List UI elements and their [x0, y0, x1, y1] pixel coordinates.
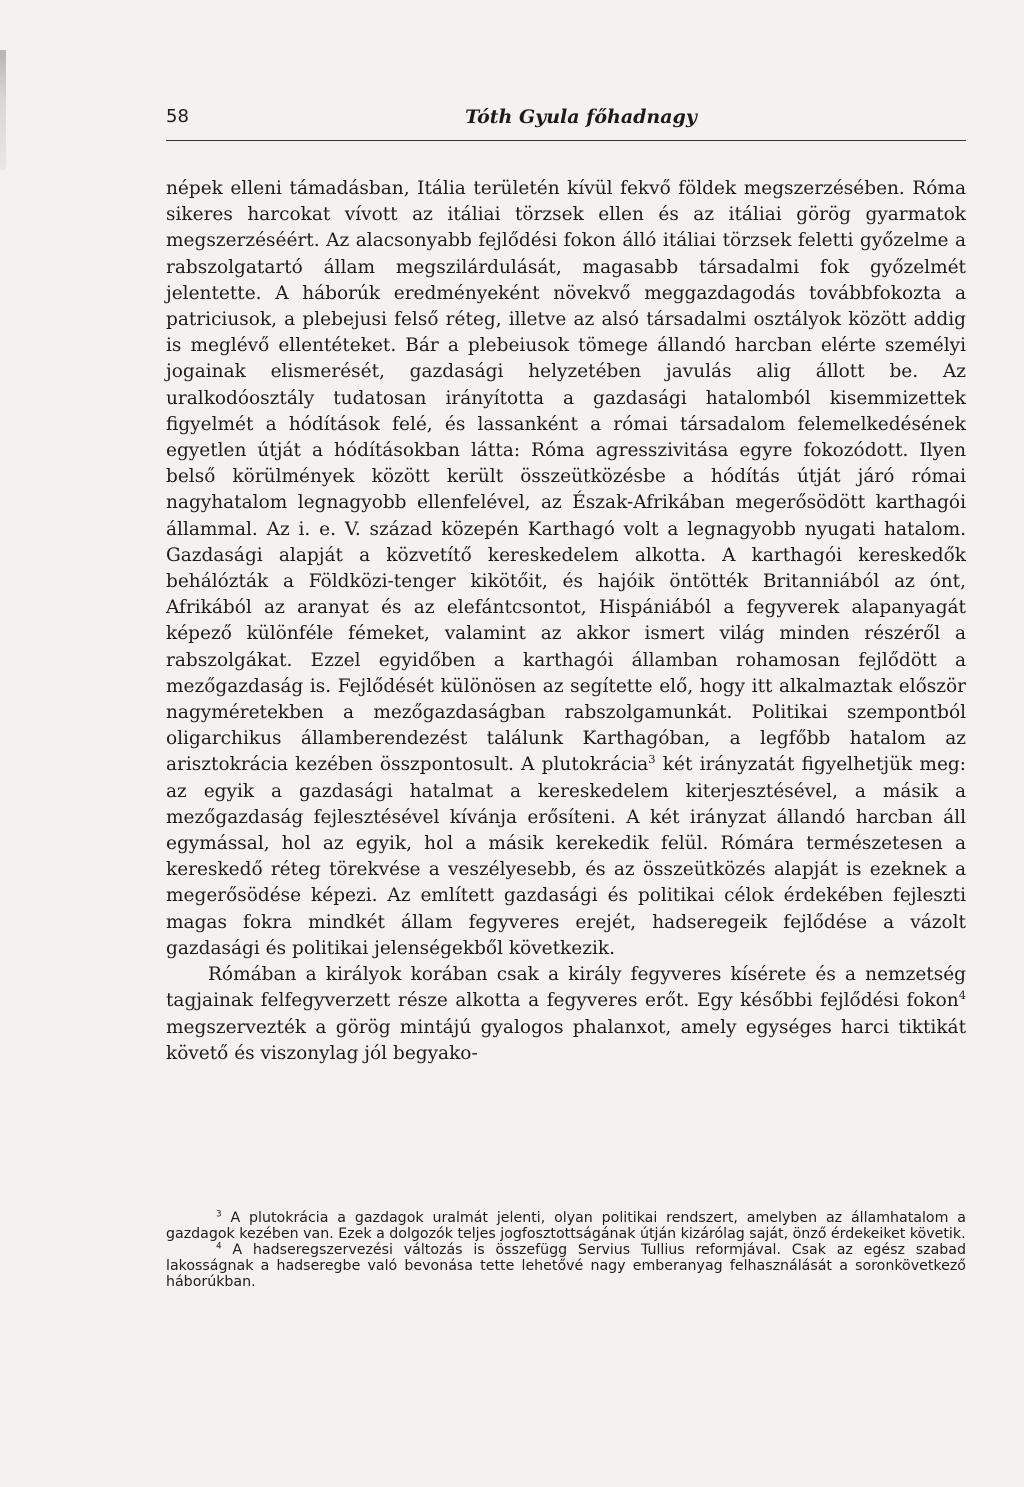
footnote-ref-4[interactable]: 4 — [958, 988, 966, 1003]
paragraph-1-continuation: két irányzatát figyelhetjük meg: az egyik a gazdasági hatalmat a kereskedelem kiterjesztésével, a másik a mezőgazdaság fejlesztésével kívánja erősíteni. A két irányzat állandó harcban áll egymással, hol az egyik, hol a másik kerekedik felül. Rómára természetesen a kereskedő réteg törekvése a veszélyesebb, és az összeütközés alapját is ezeknek a megerősödése képezi. Az említett gazdasági és politikai célok érdekében fejleszti magas fokra mindkét állam fegyveres erejét, hadseregeik fejlődése a vázolt gazdasági és politikai jelenségekből következik. — [166, 754, 966, 959]
footnote-3 — [166, 1210, 966, 1242]
paragraph-1-text: népek elleni támadásban, Itália területén kívül fekvő földek megszerzésében. Róma sikeres harcokat vívott az itáliai törzsek ellen és az itáliai görög gyarmatok megszerzéséért. Az alacsonyabb fejlődési fokon álló itáliai törzsek feletti győzelme a rabszolgatartó állam megszilárdulását, magasabb társadalmi fok győzelmét jelentette. A háborúk eredményeként növekvő meggazdagodás továbbfokozta a patriciusok, a plebejusi felső réteg, illetve az alsó társadalmi osztályok között addig is meglévő ellentéteket. Bár a plebeiusok tömege állandó harcban elérte személyi jogainak elismerését, gazdasági helyzetében javulás alig állott be. Az uralkodóosztály tudatosan irányította a gazdasági hatalomból kisemmizettek figyelmét a hódítások felé, és lassanként a római társadalom felemelkedésének egyetlen útját a hódításokban látta: Róma agresszivitása egyre fokozódott. Ilyen belső körülmények között került összeütközésbe a hódítás útját járó római nagyhatalom legnagyobb ellenfelével, az Észak-Afrikában megerősödött karthagói állammal. Az i. e. V. század közepén Karthagó volt a legnagyobb nyugati hatalom. Gazdasági alapját a közvetítő kereskedelem alkotta. A karthagói kereskedők behálózták a Földközi-tenger kikötőit, és hajóik öntötték Britanniából az ónt, Afrikából az aranyat és az elefántcsontot, Hispániából a fegyverek alapanyagát képező különféle fémeket, valamint az akkor ismert világ minden részéről a rabszolgákat. Ezzel egyidőben a karthagói államban rohamosan fejlődött a mezőgazdaság is. Fejlődését különösen az segítette elő, hogy itt alkalmaztak először nagyméretekben a mezőgazdaságban rabszolgamunkát. Politikai szempontból oligarchikus államberendezést találunk Karthagóban, a legfőbb hatalom az arisztokrácia kezében összpontosult. A plutokrácia — [166, 178, 966, 776]
footnote-4-text: A hadseregszervezési változás is összefügg Servius Tullius reformjával. Csak az egész szabad lakosságnak a hadseregbe való bevonása tette lehetővé nagy emberanyag felhasználását a soronkövetkező háborúkban. — [166, 1242, 966, 1290]
paragraph-2 — [166, 962, 966, 1067]
footnote-ref-3[interactable]: 3 — [648, 752, 656, 767]
page-header — [166, 106, 966, 141]
footnote-3-marker: 3 — [216, 1209, 222, 1220]
paragraph-1 — [166, 176, 966, 962]
running-title: Tóth Gyula főhadnagy — [465, 106, 697, 128]
main-text — [166, 176, 966, 1067]
footnote-3-text: A plutokrácia a gazdagok uralmát jelenti, olyan politikai rendszert, amelyben az államhatalom a gazdagok kezében van. Ezek a dolgozók teljes jogfosztottságának útján kizárólag saját, önző érdekeiket követik. — [166, 1210, 966, 1242]
paragraph-2-continuation: megszervezték a görög mintájú gyalogos phalanxot, amely egységes harci tiktikát követő és viszonylag jól begyako- — [166, 1016, 966, 1064]
scan-edge-shadow — [0, 50, 6, 170]
page-number: 58 — [166, 106, 189, 127]
footnotes — [166, 1210, 966, 1290]
footnote-4 — [166, 1242, 966, 1290]
footnote-4-marker: 4 — [216, 1241, 222, 1252]
paragraph-2-text: Rómában a királyok korában csak a király fegyveres kísérete és a nemzetség tagjainak felfegyverzett része alkotta a fegyveres erőt. Egy későbbi fejlődési fokon — [166, 964, 966, 1012]
